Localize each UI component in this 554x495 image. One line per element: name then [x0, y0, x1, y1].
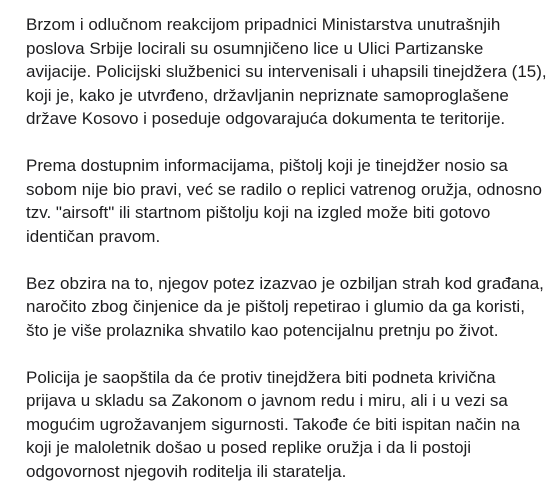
text-line: mogućim ugrožavanjem sigurnosti. Takođe će biti ispitan način na: [26, 414, 520, 434]
text-line: naročito zbog činjenice da je pištolj repetirao i glumio da ga koristi,: [26, 297, 525, 316]
article-paragraph-3: [26, 272, 546, 343]
text-line: koji je, kako je utvrđeno, državljanin nepriznate samoproglašene: [26, 85, 509, 105]
text-line: što je više prolaznika shvatilo kao potencijalnu pretnju po život.: [26, 320, 499, 340]
text-line: Prema dostupnim informacijama, pištolj koji je tinejdžer nosio sa: [26, 156, 508, 175]
text-line: Brzom i odlučnom reakcijom pripadnici Ministarstva unutrašnjih: [26, 15, 501, 34]
text-line: Policija je saopštila da će protiv tinejdžera biti podneta krivična: [26, 367, 496, 387]
text-line: poslova Srbije locirali su osumnjičeno lice u Ulici Partizanske: [26, 38, 484, 58]
text-line: avijacije. Policijski službenici su intervenisali i uhapsili tinejdžera (15),: [26, 62, 547, 81]
article-paragraph-2: [26, 154, 546, 248]
text-line: Bez obzira na to, njegov potez izazvao je ozbiljan strah kod građana,: [26, 273, 544, 293]
article-paragraph-1: [26, 13, 546, 131]
text-line: prijava u skladu sa Zakonom o javnom redu i miru, ali i u vezi sa: [26, 391, 508, 410]
article-paragraph-4: [26, 366, 546, 484]
text-line: identičan pravom.: [26, 226, 161, 246]
text-line: odgovornost njegovih roditelja ili staratelja.: [26, 461, 347, 481]
text-line: koji je maloletnik došao u posed replike oružja i da li postoji: [26, 438, 472, 457]
text-line: države Kosovo i poseduje odgovarajuća dokumenta te teritorije.: [26, 109, 506, 128]
text-line: sobom nije bio pravi, već se radilo o replici vatrenog oružja, odnosno: [26, 179, 542, 199]
text-line: tzv. "airsoft" ili startnom pištolju koji na izgled može biti gotovo: [26, 203, 491, 222]
